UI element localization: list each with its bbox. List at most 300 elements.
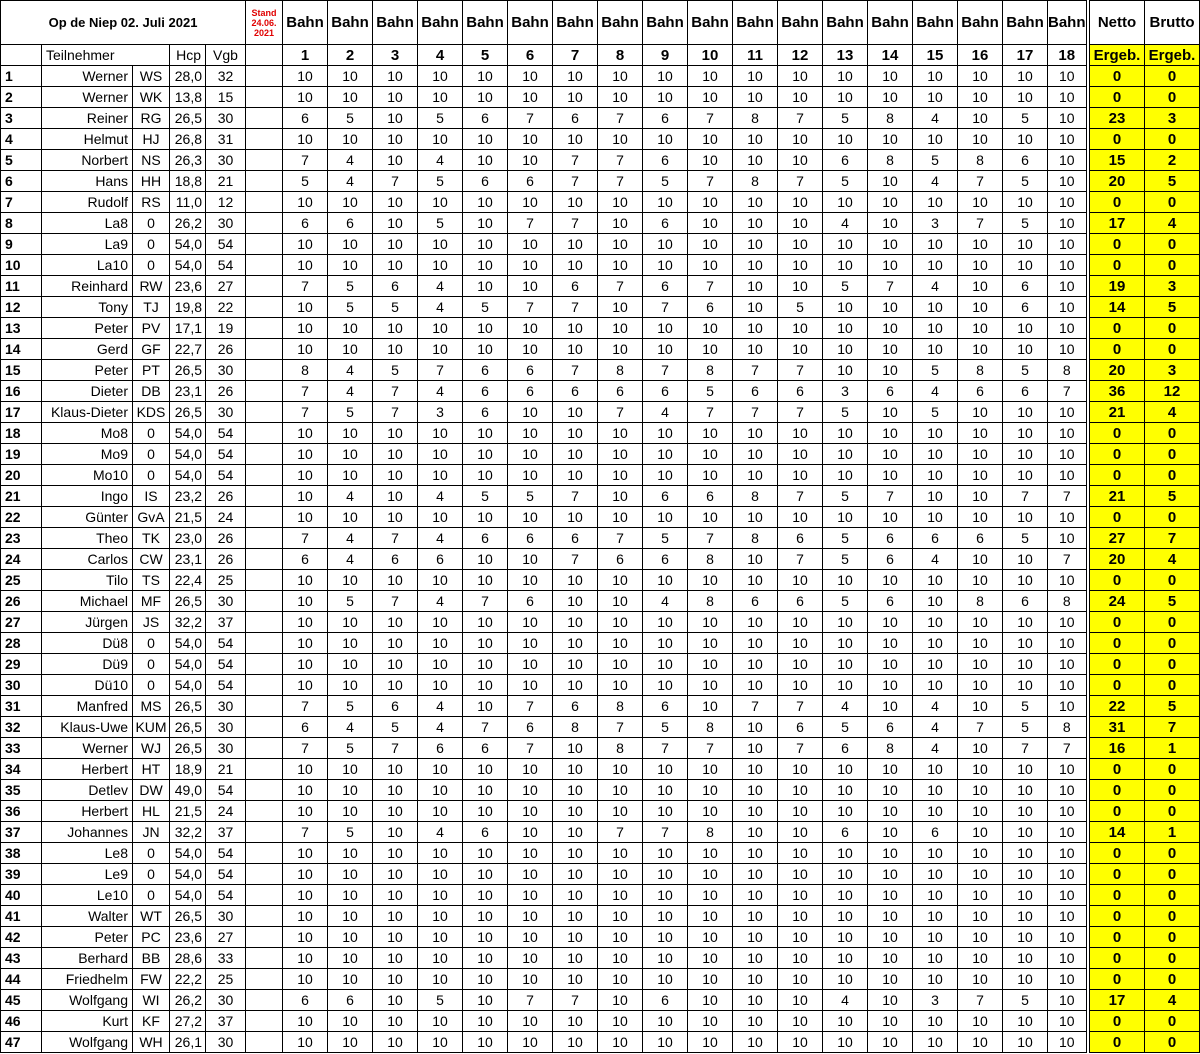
score-cell-hole-7: 10 (553, 339, 598, 360)
score-cell-hole-8: 10 (598, 570, 643, 591)
score-cell-hole-6: 6 (508, 360, 553, 381)
table-row (1, 759, 1087, 780)
score-cell-hole-17: 10 (1003, 801, 1048, 822)
score-cell-hole-18: 10 (1048, 129, 1087, 150)
score-cell-hole-12: 10 (778, 87, 823, 108)
score-cell-hole-18: 10 (1048, 255, 1087, 276)
score-cell-hole-11: 10 (733, 507, 778, 528)
score-cell-hole-3: 7 (373, 738, 418, 759)
score-cell-hole-18: 10 (1048, 402, 1087, 423)
stand-cell (246, 969, 283, 990)
player-name: Dieter (42, 381, 133, 402)
score-cell-hole-8: 10 (598, 66, 643, 87)
vgb-value: 24 (206, 801, 246, 822)
score-cell-hole-1: 10 (283, 612, 328, 633)
vgb-value: 37 (206, 822, 246, 843)
score-cell-hole-12: 10 (778, 276, 823, 297)
score-cell-hole-18: 10 (1048, 108, 1087, 129)
vgb-value: 24 (206, 507, 246, 528)
score-cell-hole-12: 10 (778, 843, 823, 864)
score-cell-hole-14: 10 (868, 654, 913, 675)
score-cell-hole-2: 10 (328, 465, 373, 486)
score-cell-hole-11: 10 (733, 948, 778, 969)
score-cell-hole-8: 10 (598, 654, 643, 675)
result-row (1090, 675, 1200, 696)
score-cell-hole-17: 10 (1003, 339, 1048, 360)
table-row (1, 486, 1087, 507)
row-number: 6 (1, 171, 42, 192)
score-cell-hole-14: 6 (868, 591, 913, 612)
score-cell-hole-16: 10 (958, 612, 1003, 633)
stand-cell (246, 528, 283, 549)
score-cell-hole-5: 10 (463, 780, 508, 801)
score-cell-hole-17: 5 (1003, 717, 1048, 738)
result-row (1090, 654, 1200, 675)
score-cell-hole-9: 5 (643, 171, 688, 192)
vgb-value: 26 (206, 528, 246, 549)
bahn-header: Bahn (958, 1, 1003, 45)
netto-result: 0 (1090, 570, 1145, 591)
netto-header: Netto (1090, 1, 1145, 45)
row-number: 9 (1, 234, 42, 255)
score-cell-hole-9: 7 (643, 738, 688, 759)
bahn-header: Bahn (508, 1, 553, 45)
handicap-value: 18,9 (170, 759, 206, 780)
score-cell-hole-17: 5 (1003, 213, 1048, 234)
score-cell-hole-13: 10 (823, 444, 868, 465)
stand-cell (246, 612, 283, 633)
score-cell-hole-8: 10 (598, 297, 643, 318)
score-cell-hole-5: 6 (463, 360, 508, 381)
result-row (1090, 360, 1200, 381)
row-number: 44 (1, 969, 42, 990)
player-initials: HT (133, 759, 170, 780)
handicap-value: 21,5 (170, 801, 206, 822)
score-cell-hole-12: 10 (778, 507, 823, 528)
score-cell-hole-3: 10 (373, 192, 418, 213)
handicap-value: 22,4 (170, 570, 206, 591)
score-cell-hole-3: 10 (373, 801, 418, 822)
score-cell-hole-15: 10 (913, 864, 958, 885)
score-cell-hole-12: 7 (778, 738, 823, 759)
score-cell-hole-12: 6 (778, 381, 823, 402)
handicap-value: 26,8 (170, 129, 206, 150)
score-cell-hole-12: 10 (778, 465, 823, 486)
player-initials: MS (133, 696, 170, 717)
player-initials: 0 (133, 885, 170, 906)
score-cell-hole-9: 5 (643, 528, 688, 549)
score-cell-hole-11: 10 (733, 738, 778, 759)
score-cell-hole-11: 10 (733, 780, 778, 801)
score-cell-hole-7: 7 (553, 213, 598, 234)
score-cell-hole-3: 10 (373, 822, 418, 843)
score-cell-hole-9: 10 (643, 66, 688, 87)
score-cell-hole-9: 10 (643, 465, 688, 486)
hole-number-18: 18 (1048, 45, 1087, 66)
score-cell-hole-17: 10 (1003, 885, 1048, 906)
table-row (1, 990, 1087, 1011)
handicap-value: 26,5 (170, 360, 206, 381)
row-number: 15 (1, 360, 42, 381)
score-cell-hole-3: 10 (373, 570, 418, 591)
score-cell-hole-8: 10 (598, 948, 643, 969)
score-cell-hole-17: 10 (1003, 948, 1048, 969)
score-cell-hole-14: 10 (868, 423, 913, 444)
score-cell-hole-9: 10 (643, 885, 688, 906)
score-cell-hole-10: 10 (688, 633, 733, 654)
score-cell-hole-7: 10 (553, 444, 598, 465)
score-cell-hole-17: 10 (1003, 843, 1048, 864)
score-cell-hole-16: 10 (958, 843, 1003, 864)
score-cell-hole-10: 10 (688, 801, 733, 822)
score-cell-hole-2: 5 (328, 822, 373, 843)
handicap-value: 27,2 (170, 1011, 206, 1032)
player-name: Carlos (42, 549, 133, 570)
player-initials: GvA (133, 507, 170, 528)
handicap-value: 54,0 (170, 465, 206, 486)
netto-result: 0 (1090, 444, 1145, 465)
player-name: Kurt (42, 1011, 133, 1032)
score-cell-hole-8: 6 (598, 381, 643, 402)
score-cell-hole-6: 10 (508, 801, 553, 822)
score-cell-hole-10: 10 (688, 654, 733, 675)
score-cell-hole-18: 10 (1048, 864, 1087, 885)
score-cell-hole-3: 10 (373, 885, 418, 906)
score-cell-hole-10: 8 (688, 717, 733, 738)
score-cell-hole-6: 6 (508, 381, 553, 402)
score-cell-hole-11: 8 (733, 171, 778, 192)
score-cell-hole-18: 10 (1048, 801, 1087, 822)
score-cell-hole-10: 8 (688, 591, 733, 612)
score-cell-hole-9: 10 (643, 339, 688, 360)
score-cell-hole-4: 4 (418, 717, 463, 738)
handicap-value: 18,8 (170, 171, 206, 192)
score-cell-hole-13: 10 (823, 843, 868, 864)
score-cell-hole-16: 8 (958, 360, 1003, 381)
hole-number-2: 2 (328, 45, 373, 66)
score-cell-hole-17: 10 (1003, 423, 1048, 444)
score-cell-hole-2: 5 (328, 297, 373, 318)
score-cell-hole-16: 10 (958, 192, 1003, 213)
hole-number-6: 6 (508, 45, 553, 66)
table-row (1, 465, 1087, 486)
score-cell-hole-16: 10 (958, 822, 1003, 843)
score-cell-hole-15: 10 (913, 570, 958, 591)
score-cell-hole-2: 5 (328, 696, 373, 717)
score-cell-hole-3: 10 (373, 87, 418, 108)
score-cell-hole-11: 10 (733, 423, 778, 444)
score-cell-hole-8: 10 (598, 801, 643, 822)
score-cell-hole-5: 7 (463, 717, 508, 738)
score-cell-hole-13: 10 (823, 654, 868, 675)
score-cell-hole-5: 10 (463, 549, 508, 570)
table-row (1, 885, 1087, 906)
handicap-value: 49,0 (170, 780, 206, 801)
netto-result: 0 (1090, 633, 1145, 654)
table-row (1, 1032, 1087, 1053)
row-number: 12 (1, 297, 42, 318)
row-number: 8 (1, 213, 42, 234)
score-cell-hole-1: 7 (283, 528, 328, 549)
score-cell-hole-13: 10 (823, 234, 868, 255)
handicap-value: 22,2 (170, 969, 206, 990)
table-row (1, 675, 1087, 696)
score-cell-hole-14: 7 (868, 486, 913, 507)
score-cell-hole-13: 10 (823, 192, 868, 213)
score-cell-hole-9: 10 (643, 843, 688, 864)
result-row (1090, 570, 1200, 591)
score-cell-hole-13: 10 (823, 339, 868, 360)
score-cell-hole-12: 10 (778, 570, 823, 591)
table-row (1, 339, 1087, 360)
score-cell-hole-6: 10 (508, 843, 553, 864)
score-cell-hole-15: 10 (913, 906, 958, 927)
score-cell-hole-10: 7 (688, 108, 733, 129)
score-cell-hole-2: 10 (328, 864, 373, 885)
netto-result: 0 (1090, 759, 1145, 780)
score-cell-hole-9: 10 (643, 570, 688, 591)
bahn-header: Bahn (913, 1, 958, 45)
stand-cell (246, 402, 283, 423)
stand-cell (246, 801, 283, 822)
handicap-value: 32,2 (170, 822, 206, 843)
score-cell-hole-10: 10 (688, 87, 733, 108)
score-cell-hole-18: 7 (1048, 549, 1087, 570)
player-name: Mo9 (42, 444, 133, 465)
score-cell-hole-1: 10 (283, 801, 328, 822)
score-cell-hole-2: 10 (328, 633, 373, 654)
score-cell-hole-10: 10 (688, 675, 733, 696)
score-cell-hole-7: 10 (553, 654, 598, 675)
score-cell-hole-7: 7 (553, 171, 598, 192)
score-cell-hole-15: 10 (913, 465, 958, 486)
score-cell-hole-1: 10 (283, 486, 328, 507)
score-cell-hole-7: 10 (553, 885, 598, 906)
result-row (1090, 549, 1200, 570)
brutto-result: 0 (1145, 906, 1200, 927)
player-name: Ingo (42, 486, 133, 507)
handicap-value: 54,0 (170, 423, 206, 444)
stand-cell (246, 591, 283, 612)
score-cell-hole-10: 7 (688, 402, 733, 423)
score-cell-hole-10: 10 (688, 969, 733, 990)
score-cell-hole-5: 10 (463, 885, 508, 906)
score-cell-hole-6: 10 (508, 1011, 553, 1032)
score-cell-hole-9: 10 (643, 948, 688, 969)
score-cell-hole-14: 10 (868, 864, 913, 885)
score-cell-hole-6: 6 (508, 591, 553, 612)
score-cell-hole-14: 6 (868, 528, 913, 549)
score-cell-hole-12: 10 (778, 675, 823, 696)
score-cell-hole-12: 6 (778, 528, 823, 549)
score-cell-hole-1: 10 (283, 885, 328, 906)
score-cell-hole-18: 10 (1048, 276, 1087, 297)
score-cell-hole-16: 10 (958, 927, 1003, 948)
hole-number-4: 4 (418, 45, 463, 66)
result-row (1090, 696, 1200, 717)
stand-cell (246, 738, 283, 759)
score-cell-hole-15: 10 (913, 885, 958, 906)
netto-result: 0 (1090, 423, 1145, 444)
score-cell-hole-12: 10 (778, 129, 823, 150)
vgb-value: 30 (206, 1032, 246, 1053)
score-cell-hole-4: 10 (418, 948, 463, 969)
brutto-result: 5 (1145, 591, 1200, 612)
score-cell-hole-13: 6 (823, 822, 868, 843)
score-cell-hole-8: 10 (598, 87, 643, 108)
table-row (1, 423, 1087, 444)
score-cell-hole-13: 10 (823, 66, 868, 87)
score-cell-hole-5: 5 (463, 297, 508, 318)
stand-cell (246, 444, 283, 465)
score-cell-hole-7: 10 (553, 402, 598, 423)
score-cell-hole-12: 10 (778, 969, 823, 990)
score-cell-hole-14: 10 (868, 297, 913, 318)
score-cell-hole-18: 10 (1048, 465, 1087, 486)
score-cell-hole-11: 10 (733, 843, 778, 864)
stand-cell (246, 570, 283, 591)
player-name: Detlev (42, 780, 133, 801)
result-row (1090, 990, 1200, 1011)
brutto-result: 0 (1145, 675, 1200, 696)
score-cell-hole-13: 5 (823, 276, 868, 297)
score-cell-hole-8: 10 (598, 633, 643, 654)
table-row (1, 591, 1087, 612)
score-cell-hole-16: 10 (958, 87, 1003, 108)
score-cell-hole-9: 10 (643, 633, 688, 654)
row-number: 1 (1, 66, 42, 87)
score-cell-hole-17: 10 (1003, 1011, 1048, 1032)
score-cell-hole-12: 10 (778, 1032, 823, 1053)
score-cell-hole-13: 4 (823, 696, 868, 717)
score-cell-hole-5: 10 (463, 969, 508, 990)
player-initials: FW (133, 969, 170, 990)
score-cell-hole-18: 10 (1048, 171, 1087, 192)
header-stand-cell (246, 45, 283, 66)
score-cell-hole-7: 10 (553, 234, 598, 255)
score-cell-hole-15: 4 (913, 549, 958, 570)
score-cell-hole-6: 10 (508, 822, 553, 843)
score-cell-hole-18: 10 (1048, 507, 1087, 528)
result-row (1090, 444, 1200, 465)
player-name: Manfred (42, 696, 133, 717)
score-cell-hole-16: 10 (958, 402, 1003, 423)
score-cell-hole-1: 10 (283, 444, 328, 465)
player-initials: PT (133, 360, 170, 381)
score-cell-hole-5: 5 (463, 486, 508, 507)
table-row (1, 297, 1087, 318)
handicap-value: 54,0 (170, 843, 206, 864)
score-cell-hole-8: 10 (598, 1011, 643, 1032)
score-cell-hole-4: 4 (418, 591, 463, 612)
player-initials: HL (133, 801, 170, 822)
player-name: Helmut (42, 129, 133, 150)
score-cell-hole-5: 6 (463, 171, 508, 192)
vgb-value: 54 (206, 423, 246, 444)
score-cell-hole-8: 10 (598, 192, 643, 213)
player-initials: RS (133, 192, 170, 213)
score-cell-hole-3: 10 (373, 948, 418, 969)
table-row (1, 717, 1087, 738)
score-cell-hole-6: 10 (508, 780, 553, 801)
brutto-result: 4 (1145, 213, 1200, 234)
netto-result: 0 (1090, 234, 1145, 255)
table-row (1, 276, 1087, 297)
handicap-value: 26,5 (170, 696, 206, 717)
score-cell-hole-2: 4 (328, 486, 373, 507)
score-cell-hole-9: 10 (643, 129, 688, 150)
score-cell-hole-16: 10 (958, 108, 1003, 129)
results-header-row (1090, 1, 1200, 45)
score-cell-hole-7: 10 (553, 675, 598, 696)
brutto-result: 0 (1145, 192, 1200, 213)
score-cell-hole-5: 6 (463, 528, 508, 549)
score-cell-hole-2: 10 (328, 843, 373, 864)
vgb-value: 32 (206, 66, 246, 87)
handicap-value: 54,0 (170, 633, 206, 654)
score-cell-hole-5: 10 (463, 234, 508, 255)
result-row (1090, 843, 1200, 864)
hole-number-7: 7 (553, 45, 598, 66)
player-initials: JS (133, 612, 170, 633)
player-name: Dü8 (42, 633, 133, 654)
stand-cell (246, 759, 283, 780)
stand-cell (246, 654, 283, 675)
score-cell-hole-14: 10 (868, 402, 913, 423)
player-name: La9 (42, 234, 133, 255)
score-cell-hole-11: 10 (733, 570, 778, 591)
score-cell-hole-14: 10 (868, 969, 913, 990)
score-cell-hole-5: 10 (463, 1011, 508, 1032)
player-initials: 0 (133, 444, 170, 465)
result-row (1090, 885, 1200, 906)
score-cell-hole-14: 8 (868, 150, 913, 171)
player-initials: PV (133, 318, 170, 339)
table-row (1, 507, 1087, 528)
results-table (1089, 0, 1200, 1053)
score-cell-hole-6: 10 (508, 318, 553, 339)
score-cell-hole-1: 10 (283, 927, 328, 948)
score-cell-hole-14: 10 (868, 927, 913, 948)
score-cell-hole-17: 6 (1003, 297, 1048, 318)
brutto-result: 0 (1145, 1032, 1200, 1053)
score-cell-hole-16: 10 (958, 801, 1003, 822)
row-number: 27 (1, 612, 42, 633)
score-cell-hole-1: 10 (283, 255, 328, 276)
score-cell-hole-15: 10 (913, 234, 958, 255)
stand-cell (246, 339, 283, 360)
score-cell-hole-4: 10 (418, 129, 463, 150)
score-cell-hole-3: 6 (373, 549, 418, 570)
score-cell-hole-2: 10 (328, 906, 373, 927)
score-cell-hole-8: 10 (598, 1032, 643, 1053)
score-cell-hole-4: 4 (418, 297, 463, 318)
score-cell-hole-2: 10 (328, 612, 373, 633)
handicap-value: 23,6 (170, 276, 206, 297)
netto-result: 20 (1090, 171, 1145, 192)
score-cell-hole-2: 10 (328, 192, 373, 213)
score-cell-hole-2: 10 (328, 423, 373, 444)
score-cell-hole-18: 8 (1048, 717, 1087, 738)
score-cell-hole-15: 4 (913, 276, 958, 297)
score-cell-hole-1: 10 (283, 591, 328, 612)
score-cell-hole-12: 10 (778, 66, 823, 87)
score-cell-hole-4: 4 (418, 381, 463, 402)
score-cell-hole-1: 7 (283, 150, 328, 171)
brutto-result: 0 (1145, 66, 1200, 87)
result-row (1090, 150, 1200, 171)
score-cell-hole-3: 10 (373, 906, 418, 927)
